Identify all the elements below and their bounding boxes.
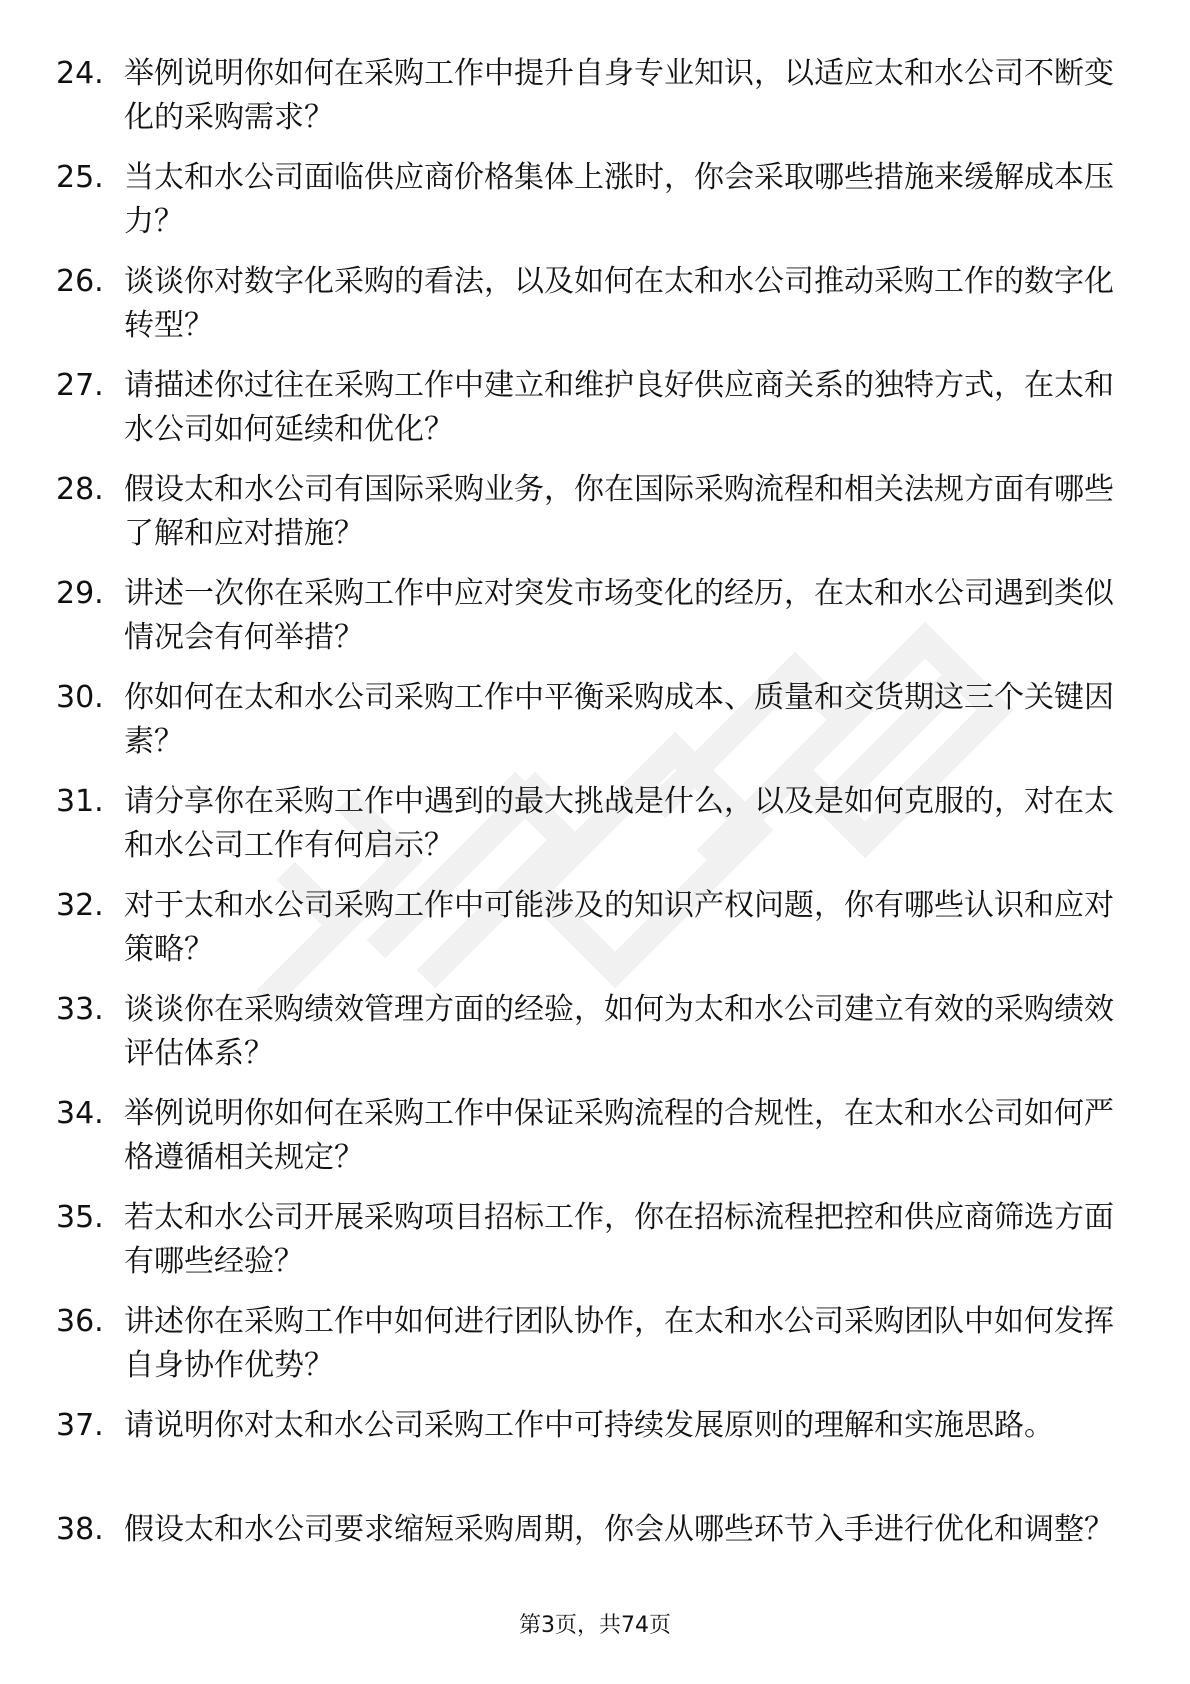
question-item: [56, 572, 1126, 676]
question-number: 30.: [56, 680, 104, 715]
question-text: 当太和水公司面临供应商价格集体上涨时，你会采取哪些措施来缓解成本压力？: [124, 160, 1114, 239]
question-number: 29.: [56, 576, 104, 611]
question-item: [56, 884, 1126, 988]
question-number: 25.: [56, 160, 104, 195]
question-text: 讲述你在采购工作中如何进行团队协作，在太和水公司采购团队中如何发挥自身协作优势？: [124, 1304, 1114, 1383]
page-number-label: 第3页，共74页: [519, 1613, 671, 1638]
question-text: 假设太和水公司要求缩短采购周期，你会从哪些环节入手进行优化和调整？: [124, 1512, 1114, 1547]
question-item: [56, 780, 1126, 884]
question-number: 27.: [56, 368, 104, 403]
page-footer: [0, 1611, 1190, 1641]
question-item: [56, 1092, 1126, 1196]
question-number: 37.: [56, 1408, 104, 1443]
question-text: 对于太和水公司采购工作中可能涉及的知识产权问题，你有哪些认识和应对策略？: [124, 888, 1114, 967]
question-number: 35.: [56, 1200, 104, 1235]
question-number: 26.: [56, 264, 104, 299]
question-item: [56, 1404, 1126, 1508]
question-item: [56, 156, 1126, 260]
question-item: [56, 988, 1126, 1092]
question-item: [56, 468, 1126, 572]
question-text: 请描述你过往在采购工作中建立和维护良好供应商关系的独特方式，在太和水公司如何延续和优化？: [124, 368, 1114, 447]
question-number: 36.: [56, 1304, 104, 1339]
question-text: 举例说明你如何在采购工作中提升自身专业知识，以适应太和水公司不断变化的采购需求？: [124, 56, 1114, 135]
question-item: [56, 1300, 1126, 1404]
question-item: [56, 52, 1126, 156]
question-number: 28.: [56, 472, 104, 507]
question-item: [56, 676, 1126, 780]
question-item: [56, 260, 1126, 364]
question-text: 举例说明你如何在采购工作中保证采购流程的合规性，在太和水公司如何严格遵循相关规定？: [124, 1096, 1114, 1175]
question-text: 讲述一次你在采购工作中应对突发市场变化的经历，在太和水公司遇到类似情况会有何举措？: [124, 576, 1114, 655]
question-text: 假设太和水公司有国际采购业务，你在国际采购流程和相关法规方面有哪些了解和应对措施？: [124, 472, 1114, 551]
question-text: 请分享你在采购工作中遇到的最大挑战是什么，以及是如何克服的，对在太和水公司工作有何启示？: [124, 784, 1114, 863]
question-item: [56, 364, 1126, 468]
question-number: 31.: [56, 784, 104, 819]
question-text: 你如何在太和水公司采购工作中平衡采购成本、质量和交货期这三个关键因素？: [124, 680, 1114, 759]
question-text: 请说明你对太和水公司采购工作中可持续发展原则的理解和实施思路。: [124, 1408, 1054, 1443]
question-number: 33.: [56, 992, 104, 1027]
question-text: 若太和水公司开展采购项目招标工作，你在招标流程把控和供应商筛选方面有哪些经验？: [124, 1200, 1114, 1279]
question-list: [56, 52, 1126, 1612]
question-text: 谈谈你对数字化采购的看法，以及如何在太和水公司推动采购工作的数字化转型？: [124, 264, 1114, 343]
question-number: 34.: [56, 1096, 104, 1131]
question-number: 32.: [56, 888, 104, 923]
question-number: 38.: [56, 1512, 104, 1547]
question-number: 24.: [56, 56, 104, 91]
question-item: [56, 1508, 1126, 1612]
question-item: [56, 1196, 1126, 1300]
question-text: 谈谈你在采购绩效管理方面的经验，如何为太和水公司建立有效的采购绩效评估体系？: [124, 992, 1114, 1071]
